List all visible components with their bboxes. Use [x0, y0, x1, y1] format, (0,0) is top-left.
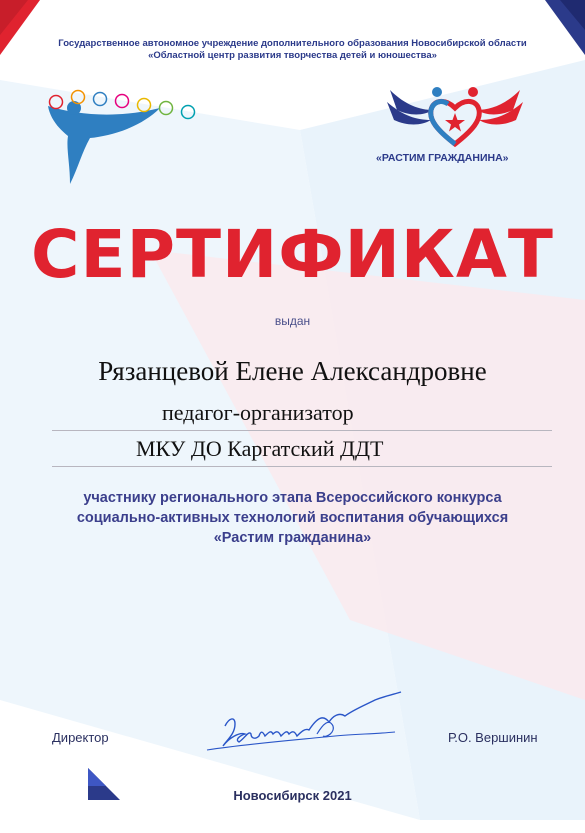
purpose-line-2: социально-активных технологий воспитания обучающихся	[76, 510, 509, 526]
signature-icon	[205, 688, 405, 758]
header-line-2: «Областной центр развития творчества детей и юношества»	[148, 50, 437, 61]
purpose-line-3: «Растим гражданина»	[213, 530, 372, 546]
rastim-grazhdanina-logo-text: «РАСТИМ ГРАЖДАНИНА»	[376, 152, 509, 164]
recipient-organization: МКУ ДО Каргатский ДДТ	[136, 436, 384, 461]
center-logo-icon	[40, 88, 205, 184]
recipient-position: педагог-организатор	[162, 400, 354, 425]
recipient-name: Рязанцевой Елене Александровне	[98, 356, 487, 386]
issued-label: выдан	[274, 314, 311, 328]
purpose-line-1: участнику регионального этапа Всероссийского конкурса	[83, 490, 502, 506]
signatory-role: Директор	[52, 730, 109, 745]
header-line-1: Государственное автономное учреждение дополнительного образования Новосибирской области	[58, 38, 527, 49]
divider-line	[52, 430, 552, 431]
rastim-grazhdanina-logo-icon	[385, 80, 525, 150]
signatory-name: Р.О. Вершинин	[448, 730, 538, 745]
certificate-purpose	[40, 488, 545, 548]
divider-line	[52, 466, 552, 467]
certificate-title: СЕРТИФИКАТ	[31, 216, 554, 293]
city-year: Новосибирск 2021	[233, 788, 352, 803]
